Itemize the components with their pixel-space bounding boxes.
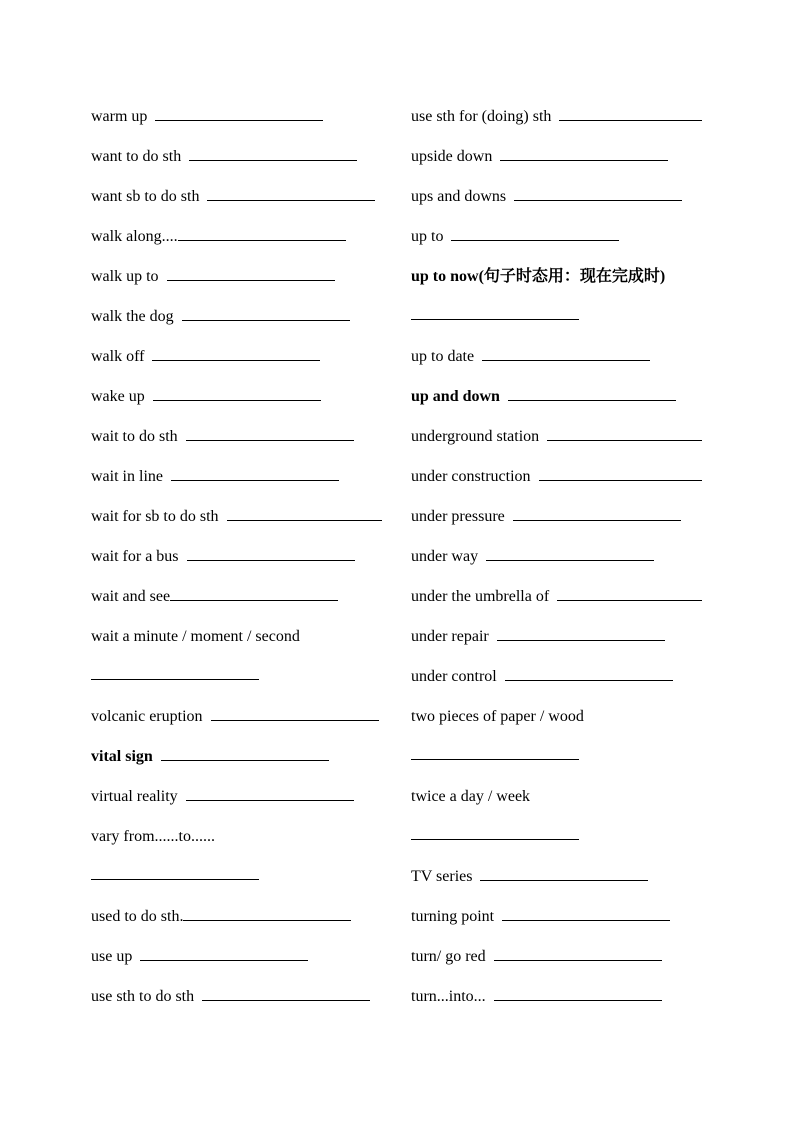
answer-blank[interactable] — [91, 865, 259, 880]
vocab-row — [91, 385, 321, 409]
phrase-text: use sth for (doing) sth — [411, 108, 552, 125]
vocab-row — [411, 985, 662, 1009]
answer-blank[interactable] — [182, 306, 350, 321]
vocab-row — [91, 865, 259, 889]
phrase-text: wait a minute / moment / second — [91, 628, 300, 645]
vocab-row — [91, 105, 323, 129]
answer-blank[interactable] — [91, 665, 259, 680]
vocab-row — [411, 305, 579, 329]
phrase-text: walk up to — [91, 268, 159, 285]
phrase-text: up to date — [411, 348, 475, 365]
vocab-row — [91, 825, 215, 849]
phrase-text: wait for sb to do sth — [91, 508, 219, 525]
phrase-text: use up — [91, 948, 133, 965]
answer-blank[interactable] — [411, 305, 579, 320]
phrase-text: want sb to do sth — [91, 188, 200, 205]
phrase-text: turning point — [411, 908, 495, 925]
phrase-text: under way — [411, 548, 479, 565]
vocab-row — [91, 425, 354, 449]
phrase-text: up to — [411, 228, 444, 245]
answer-blank[interactable] — [486, 546, 654, 561]
vocab-row — [91, 705, 379, 729]
phrase-text: under construction — [411, 468, 531, 485]
answer-blank[interactable] — [167, 266, 335, 281]
answer-blank[interactable] — [153, 386, 321, 401]
answer-blank[interactable] — [480, 866, 648, 881]
phrase-text: want to do sth — [91, 148, 182, 165]
vocab-row — [91, 265, 335, 289]
phrase-text: turn/ go red — [411, 948, 486, 965]
answer-blank[interactable] — [161, 746, 329, 761]
phrase-text: upside down — [411, 148, 493, 165]
vocab-row — [91, 345, 320, 369]
vocab-row — [411, 905, 670, 929]
phrase-text: underground station — [411, 428, 540, 445]
vocab-row — [91, 785, 354, 809]
vocab-row — [91, 945, 308, 969]
vocab-row — [411, 345, 650, 369]
answer-blank[interactable] — [494, 946, 662, 961]
phrase-text: walk along.... — [91, 228, 178, 245]
phrase-text: use sth to do sth — [91, 988, 195, 1005]
answer-blank[interactable] — [500, 146, 668, 161]
vocab-row — [411, 465, 702, 489]
vocab-row — [91, 905, 351, 929]
answer-blank[interactable] — [186, 426, 354, 441]
phrase-text: used to do sth. — [91, 908, 184, 925]
vocab-row — [411, 625, 665, 649]
vocab-row — [91, 505, 382, 529]
vocab-row — [411, 585, 702, 609]
vocab-row — [91, 225, 346, 249]
answer-blank[interactable] — [140, 946, 308, 961]
answer-blank[interactable] — [211, 706, 379, 721]
vocab-row — [91, 665, 259, 689]
phrase-text: wake up — [91, 388, 145, 405]
answer-blank[interactable] — [411, 825, 579, 840]
answer-blank[interactable] — [178, 226, 346, 241]
vocab-row — [91, 745, 329, 769]
answer-blank[interactable] — [505, 666, 673, 681]
phrase-text: up to now(句子时态用：现在完成时) — [411, 268, 666, 285]
answer-blank[interactable] — [187, 546, 355, 561]
vocab-row — [411, 425, 702, 449]
answer-blank[interactable] — [183, 906, 351, 921]
vocab-row — [91, 545, 355, 569]
phrase-text: ups and downs — [411, 188, 507, 205]
answer-blank[interactable] — [155, 106, 323, 121]
phrase-text: wait and see — [91, 588, 171, 605]
vocab-row — [91, 585, 338, 609]
answer-blank[interactable] — [559, 106, 702, 121]
vocab-row — [91, 305, 350, 329]
vocab-row — [411, 265, 665, 289]
vocab-row — [411, 665, 673, 689]
answer-blank[interactable] — [186, 786, 354, 801]
phrase-text: under control — [411, 668, 497, 685]
answer-blank[interactable] — [502, 906, 670, 921]
phrase-text: under pressure — [411, 508, 505, 525]
phrase-text: warm up — [91, 108, 148, 125]
phrase-text: wait to do sth — [91, 428, 178, 445]
phrase-text: under repair — [411, 628, 489, 645]
phrase-text: vital sign — [91, 748, 153, 765]
vocab-row — [411, 545, 654, 569]
vocab-row — [411, 705, 584, 729]
vocab-row — [411, 745, 579, 769]
answer-blank[interactable] — [508, 386, 676, 401]
vocab-row — [411, 225, 619, 249]
vocab-row — [91, 465, 339, 489]
phrase-text: walk the dog — [91, 308, 174, 325]
answer-blank[interactable] — [207, 186, 375, 201]
answer-blank[interactable] — [539, 466, 702, 481]
answer-blank[interactable] — [513, 506, 681, 521]
answer-blank[interactable] — [411, 745, 579, 760]
vocab-row — [411, 105, 702, 129]
phrase-text: vary from......to...... — [91, 828, 215, 845]
vocab-row — [411, 865, 648, 889]
vocab-row — [411, 385, 676, 409]
answer-blank[interactable] — [170, 586, 338, 601]
vocab-row — [411, 825, 579, 849]
answer-blank[interactable] — [171, 466, 339, 481]
answer-blank[interactable] — [557, 586, 702, 601]
phrase-text: wait for a bus — [91, 548, 179, 565]
vocab-row — [411, 145, 668, 169]
answer-blank[interactable] — [482, 346, 650, 361]
answer-blank[interactable] — [547, 426, 702, 441]
vocab-row — [91, 985, 370, 1009]
vocab-row — [91, 185, 375, 209]
vocab-row — [91, 625, 300, 649]
phrase-text: up and down — [411, 388, 500, 405]
answer-blank[interactable] — [227, 506, 382, 521]
answer-blank[interactable] — [514, 186, 682, 201]
phrase-text: two pieces of paper / wood — [411, 708, 584, 725]
vocab-row — [411, 945, 662, 969]
answer-blank[interactable] — [202, 986, 370, 1001]
phrase-text: under the umbrella of — [411, 588, 550, 605]
phrase-text: volcanic eruption — [91, 708, 203, 725]
vocab-row — [411, 505, 681, 529]
phrase-text: walk off — [91, 348, 145, 365]
phrase-text: twice a day / week — [411, 788, 531, 805]
phrase-text: TV series — [411, 868, 473, 885]
vocab-row — [91, 145, 357, 169]
vocab-row — [411, 185, 682, 209]
answer-blank[interactable] — [152, 346, 320, 361]
answer-blank[interactable] — [494, 986, 662, 1001]
vocab-row — [411, 785, 530, 809]
answer-blank[interactable] — [189, 146, 357, 161]
phrase-text: turn...into... — [411, 988, 486, 1005]
phrase-text: virtual reality — [91, 788, 178, 805]
answer-blank[interactable] — [451, 226, 619, 241]
answer-blank[interactable] — [497, 626, 665, 641]
phrase-text: wait in line — [91, 468, 163, 485]
